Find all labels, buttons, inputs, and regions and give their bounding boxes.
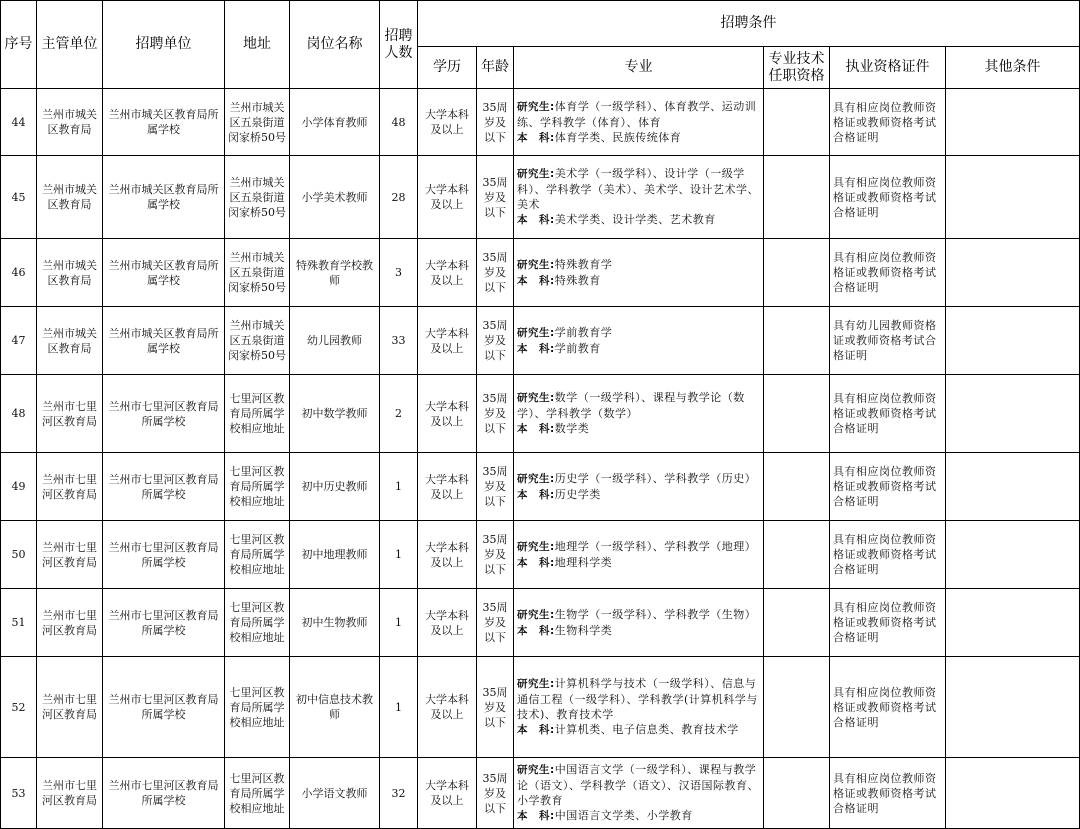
cell-seq: 44 <box>1 89 37 156</box>
cell-position: 小学美术教师 <box>290 156 380 239</box>
major-level-label: 研究生: <box>517 608 555 621</box>
cell-count: 32 <box>380 758 418 829</box>
cell-major <box>514 239 764 307</box>
cell-education: 大学本科及以上 <box>418 89 477 156</box>
cell-title-qual <box>764 521 830 589</box>
major-line <box>517 257 760 273</box>
cell-cert: 具有幼儿园教师资格证或教师资格考试合格证明 <box>830 307 946 375</box>
cell-cert: 具有相应岗位教师资格证或教师资格考试合格证明 <box>830 589 946 657</box>
cell-other <box>946 589 1080 657</box>
major-line <box>517 762 760 808</box>
table-row <box>1 589 1080 657</box>
cell-major <box>514 521 764 589</box>
cell-seq: 50 <box>1 521 37 589</box>
cell-title-qual <box>764 156 830 239</box>
major-level-label: 本 科: <box>517 131 555 144</box>
major-line <box>517 390 760 421</box>
cell-other <box>946 758 1080 829</box>
major-level-label: 研究生: <box>517 326 555 339</box>
major-text: 计算机科学与技术（一级学科）、信息与通信工程（一级学科）、学科教学(计算机科学与技术)、教育技术学 <box>517 677 758 721</box>
major-level-label: 本 科: <box>517 342 555 355</box>
cell-address: 兰州市城关区五泉街道闵家桥50号 <box>225 307 290 375</box>
cell-dept: 兰州市七里河区教育局 <box>37 521 103 589</box>
cell-count: 48 <box>380 89 418 156</box>
major-text: 特殊教育 <box>554 273 601 287</box>
cell-unit: 兰州市七里河区教育局所属学校 <box>103 453 225 521</box>
cell-title-qual <box>764 758 830 829</box>
cell-title-qual <box>764 453 830 521</box>
cell-education: 大学本科及以上 <box>418 307 477 375</box>
cell-title-qual <box>764 375 830 453</box>
major-text: 生物学（一级学科）、学科教学（生物） <box>554 607 757 621</box>
major-level-label: 研究生: <box>517 392 555 404</box>
major-text: 中国语言文学类、小学教育 <box>554 809 693 822</box>
cell-dept: 兰州市七里河区教育局 <box>37 758 103 829</box>
major-text: 中国语言文学（一级学科）、课程与教学论（语文）、学科教学（语文）、汉语国际教育、小学教育 <box>517 763 759 807</box>
table-body <box>1 89 1080 829</box>
cell-unit: 兰州市七里河区教育局所属学校 <box>103 521 225 589</box>
major-level-label: 本 科: <box>517 556 555 569</box>
cell-other <box>946 307 1080 375</box>
major-level-label: 本 科: <box>517 624 555 637</box>
cell-seq: 52 <box>1 657 37 758</box>
major-line <box>517 325 760 341</box>
cell-position: 小学语文教师 <box>290 758 380 829</box>
cell-major <box>514 307 764 375</box>
cell-cert: 具有相应岗位教师资格证或教师资格考试合格证明 <box>830 89 946 156</box>
major-level-label: 研究生: <box>517 168 555 180</box>
major-line <box>517 607 760 623</box>
cell-unit: 兰州市城关区教育局所属学校 <box>103 307 225 375</box>
cell-major <box>514 589 764 657</box>
cell-count: 28 <box>380 156 418 239</box>
major-line <box>517 273 760 289</box>
table-row <box>1 657 1080 758</box>
major-line <box>517 99 760 130</box>
cell-title-qual <box>764 89 830 156</box>
header-education: 学历 <box>418 47 477 89</box>
cell-other <box>946 156 1080 239</box>
cell-major <box>514 156 764 239</box>
cell-address: 兰州市城关区五泉街道闵家桥50号 <box>225 156 290 239</box>
header-cert: 执业资格证件 <box>830 47 946 89</box>
major-level-label: 研究生: <box>517 100 555 113</box>
cell-other <box>946 657 1080 758</box>
cell-count: 1 <box>380 453 418 521</box>
cell-position: 特殊教育学校教师 <box>290 239 380 307</box>
cell-education: 大学本科及以上 <box>418 239 477 307</box>
cell-other <box>946 375 1080 453</box>
cell-age: 35周岁及以下 <box>477 89 514 156</box>
table-row <box>1 758 1080 829</box>
cell-position: 初中地理教师 <box>290 521 380 589</box>
cell-position: 初中历史教师 <box>290 453 380 521</box>
major-level-label: 本 科: <box>517 214 555 226</box>
major-line <box>517 722 760 738</box>
cell-title-qual <box>764 589 830 657</box>
cell-seq: 47 <box>1 307 37 375</box>
major-text: 体育学类、民族传统体育 <box>554 130 682 144</box>
cell-dept: 兰州市七里河区教育局 <box>37 453 103 521</box>
cell-age: 35周岁及以下 <box>477 657 514 758</box>
major-line <box>517 623 760 639</box>
major-line <box>517 212 760 228</box>
cell-cert: 具有相应岗位教师资格证或教师资格考试合格证明 <box>830 375 946 453</box>
cell-age: 35周岁及以下 <box>477 453 514 521</box>
cell-dept: 兰州市七里河区教育局 <box>37 375 103 453</box>
cell-count: 1 <box>380 589 418 657</box>
cell-education: 大学本科及以上 <box>418 758 477 829</box>
header-position: 岗位名称 <box>290 1 380 89</box>
cell-cert: 具有相应岗位教师资格证或教师资格考试合格证明 <box>830 453 946 521</box>
cell-position: 小学体育教师 <box>290 89 380 156</box>
major-line <box>517 676 760 722</box>
cell-dept: 兰州市城关区教育局 <box>37 156 103 239</box>
cell-seq: 45 <box>1 156 37 239</box>
cell-age: 35周岁及以下 <box>477 239 514 307</box>
major-text: 历史学（一级学科）、学科教学（历史） <box>554 471 757 485</box>
major-level-label: 本 科: <box>517 724 555 736</box>
major-text: 体育学（一级学科）、体育教学、运动训练、学科教学（体育）、体育 <box>517 99 757 129</box>
cell-education: 大学本科及以上 <box>418 521 477 589</box>
major-level-label: 研究生: <box>517 472 555 485</box>
cell-unit: 兰州市七里河区教育局所属学校 <box>103 758 225 829</box>
cell-address: 七里河区教育局所属学校相应地址 <box>225 453 290 521</box>
header-title-qual: 专业技术任职资格 <box>764 47 830 89</box>
cell-age: 35周岁及以下 <box>477 307 514 375</box>
major-line <box>517 130 760 146</box>
header-conditions: 招聘条件 <box>418 1 1080 47</box>
cell-address: 七里河区教育局所属学校相应地址 <box>225 375 290 453</box>
cell-unit: 兰州市七里河区教育局所属学校 <box>103 589 225 657</box>
major-text: 历史学类 <box>554 487 601 501</box>
major-line <box>517 471 760 487</box>
table-row <box>1 375 1080 453</box>
cell-cert: 具有相应岗位教师资格证或教师资格考试合格证明 <box>830 657 946 758</box>
major-level-label: 本 科: <box>517 488 555 501</box>
cell-major <box>514 453 764 521</box>
major-line <box>517 808 760 824</box>
cell-address: 七里河区教育局所属学校相应地址 <box>225 758 290 829</box>
major-line <box>517 555 760 571</box>
cell-cert: 具有相应岗位教师资格证或教师资格考试合格证明 <box>830 521 946 589</box>
cell-seq: 51 <box>1 589 37 657</box>
cell-dept: 兰州市七里河区教育局 <box>37 589 103 657</box>
cell-position: 初中数学教师 <box>290 375 380 453</box>
major-text: 地理科学类 <box>554 555 613 569</box>
cell-education: 大学本科及以上 <box>418 589 477 657</box>
major-level-label: 本 科: <box>517 423 555 435</box>
cell-address: 七里河区教育局所属学校相应地址 <box>225 521 290 589</box>
cell-dept: 兰州市七里河区教育局 <box>37 657 103 758</box>
cell-major <box>514 375 764 453</box>
major-text: 特殊教育学 <box>554 257 613 271</box>
cell-age: 35周岁及以下 <box>477 156 514 239</box>
cell-dept: 兰州市城关区教育局 <box>37 307 103 375</box>
cell-other <box>946 239 1080 307</box>
major-text: 地理学（一级学科）、学科教学（地理） <box>554 539 757 553</box>
major-text: 数学（一级学科）、课程与教学论（数学）、学科教学（数学） <box>517 391 745 420</box>
header-dept: 主管单位 <box>37 1 103 89</box>
major-level-label: 本 科: <box>517 810 555 822</box>
table-row <box>1 521 1080 589</box>
major-level-label: 研究生: <box>517 764 555 776</box>
header-major: 专业 <box>514 47 764 89</box>
cell-address: 七里河区教育局所属学校相应地址 <box>225 657 290 758</box>
major-line <box>517 341 760 357</box>
major-text: 美术学（一级学科）、设计学（一级学科）、学科教学（美术）、美术学、设计艺术学、美术 <box>517 167 759 211</box>
major-level-label: 本 科: <box>517 274 555 287</box>
cell-position: 初中信息技术教师 <box>290 657 380 758</box>
header-unit: 招聘单位 <box>103 1 225 89</box>
cell-unit: 兰州市七里河区教育局所属学校 <box>103 375 225 453</box>
cell-title-qual <box>764 307 830 375</box>
cell-seq: 49 <box>1 453 37 521</box>
cell-seq: 53 <box>1 758 37 829</box>
cell-age: 35周岁及以下 <box>477 521 514 589</box>
cell-seq: 48 <box>1 375 37 453</box>
header-seq: 序号 <box>1 1 37 89</box>
cell-position: 初中生物教师 <box>290 589 380 657</box>
cell-address: 兰州市城关区五泉街道闵家桥50号 <box>225 239 290 307</box>
cell-education: 大学本科及以上 <box>418 657 477 758</box>
cell-address: 兰州市城关区五泉街道闵家桥50号 <box>225 89 290 156</box>
cell-education: 大学本科及以上 <box>418 156 477 239</box>
cell-other <box>946 89 1080 156</box>
major-text: 计算机类、电子信息类、教育技术学 <box>554 723 739 736</box>
cell-unit: 兰州市城关区教育局所属学校 <box>103 156 225 239</box>
cell-major <box>514 657 764 758</box>
table-row <box>1 89 1080 156</box>
header-other: 其他条件 <box>946 47 1080 89</box>
header-age: 年龄 <box>477 47 514 89</box>
major-text: 学前教育学 <box>554 325 613 339</box>
cell-title-qual <box>764 657 830 758</box>
cell-cert: 具有相应岗位教师资格证或教师资格考试合格证明 <box>830 758 946 829</box>
table-row <box>1 239 1080 307</box>
cell-count: 33 <box>380 307 418 375</box>
cell-cert: 具有相应岗位教师资格证或教师资格考试合格证明 <box>830 239 946 307</box>
cell-unit: 兰州市城关区教育局所属学校 <box>103 239 225 307</box>
cell-age: 35周岁及以下 <box>477 375 514 453</box>
major-text: 生物科学类 <box>554 623 613 637</box>
cell-count: 3 <box>380 239 418 307</box>
major-line <box>517 487 760 503</box>
cell-count: 1 <box>380 521 418 589</box>
cell-major <box>514 89 764 156</box>
cell-education: 大学本科及以上 <box>418 375 477 453</box>
major-text: 数学类 <box>554 422 590 435</box>
header-address: 地址 <box>225 1 290 89</box>
table-row <box>1 156 1080 239</box>
cell-dept: 兰州市城关区教育局 <box>37 239 103 307</box>
major-level-label: 研究生: <box>517 540 555 553</box>
major-line <box>517 166 760 212</box>
cell-age: 35周岁及以下 <box>477 758 514 829</box>
table-row <box>1 453 1080 521</box>
cell-address: 七里河区教育局所属学校相应地址 <box>225 589 290 657</box>
cell-unit: 兰州市城关区教育局所属学校 <box>103 89 225 156</box>
major-text: 美术学类、设计学类、艺术教育 <box>554 213 716 226</box>
cell-cert: 具有相应岗位教师资格证或教师资格考试合格证明 <box>830 156 946 239</box>
cell-major <box>514 758 764 829</box>
cell-age: 35周岁及以下 <box>477 589 514 657</box>
cell-unit: 兰州市七里河区教育局所属学校 <box>103 657 225 758</box>
cell-title-qual <box>764 239 830 307</box>
cell-dept: 兰州市城关区教育局 <box>37 89 103 156</box>
major-text: 学前教育 <box>554 341 601 355</box>
major-line <box>517 539 760 555</box>
table-row <box>1 307 1080 375</box>
cell-count: 1 <box>380 657 418 758</box>
cell-position: 幼儿园教师 <box>290 307 380 375</box>
header-count: 招聘人数 <box>380 1 418 89</box>
cell-education: 大学本科及以上 <box>418 453 477 521</box>
cell-seq: 46 <box>1 239 37 307</box>
major-level-label: 研究生: <box>517 258 555 271</box>
major-level-label: 研究生: <box>517 678 555 690</box>
cell-other <box>946 521 1080 589</box>
cell-other <box>946 453 1080 521</box>
major-line <box>517 421 760 437</box>
cell-count: 2 <box>380 375 418 453</box>
